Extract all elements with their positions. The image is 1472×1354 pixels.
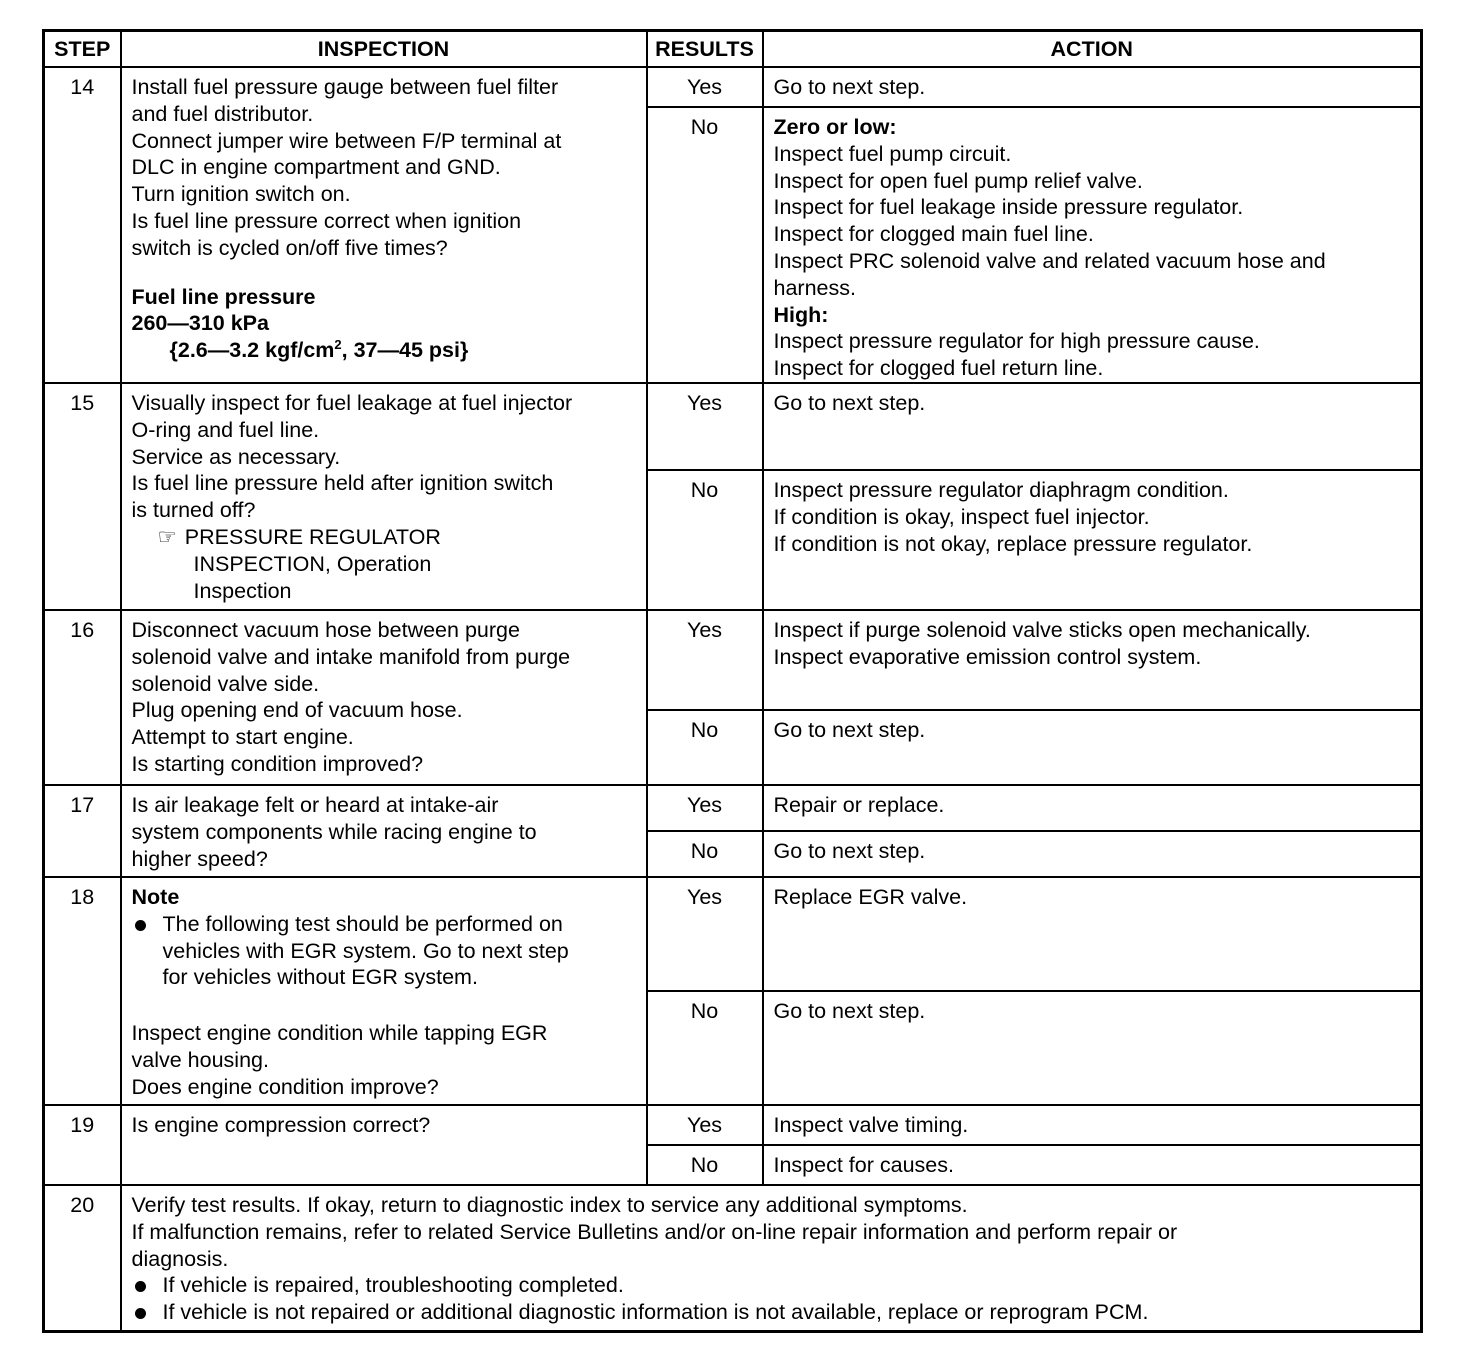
inspection-line: Is fuel line pressure correct when ignition <box>131 208 522 233</box>
inspection-line: system components while racing engine to <box>131 819 537 844</box>
inspection-line: Inspect engine condition while tapping EGR <box>131 1021 548 1046</box>
action-cell <box>763 107 1422 383</box>
pointing-hand-icon: ☞ <box>157 524 177 549</box>
inspection-line: Is air leakage felt or heard at intake-air <box>131 792 499 817</box>
header-action: ACTION <box>763 31 1422 68</box>
action-line: Inspect for open fuel pump relief valve. <box>773 168 1143 193</box>
spec-alt-value: {2.6—3.2 kgf/$cm^2$, 37—45 psi} <box>169 337 469 363</box>
final-step-cell <box>121 1185 1422 1332</box>
action-cell: Go to next step. <box>763 991 1422 1105</box>
inspection-line: and fuel distributor. <box>131 101 314 126</box>
inspection-line: valve housing. <box>131 1047 269 1072</box>
final-step-line: diagnosis. <box>131 1246 229 1271</box>
inspection-line: Visually inspect for fuel leakage at fuel injector <box>131 390 573 415</box>
final-step-line: Verify test results. If okay, return to diagnostic index to service any additional symptoms. <box>131 1192 968 1217</box>
step-18-yes-row <box>44 877 1422 991</box>
action-line: Inspect pressure regulator for high pressure cause. <box>773 329 1260 354</box>
action-line: Inspect for fuel leakage inside pressure regulator. <box>773 195 1244 220</box>
step-number: 14 <box>44 67 121 383</box>
spec-value: 260—310 kPa <box>131 311 269 336</box>
final-step-bullet: If vehicle is not repaired or additional diagnostic information is not available, replace or reprogram PCM. <box>132 1299 1413 1326</box>
action-cell: Inspect valve timing. <box>763 1105 1422 1145</box>
result-no: No <box>647 1145 763 1185</box>
inspection-line: is turned off? <box>131 498 256 523</box>
action-line: Inspect PRC solenoid valve and related vacuum hose and <box>773 248 1326 273</box>
step-number: 17 <box>44 785 121 877</box>
action-cell: Go to next step. <box>763 831 1422 877</box>
result-no: No <box>647 991 763 1105</box>
result-yes: Yes <box>647 877 763 991</box>
step-number: 19 <box>44 1105 121 1185</box>
inspection-line: solenoid valve and intake manifold from purge <box>131 644 571 669</box>
step-19-yes-row <box>44 1105 1422 1145</box>
inspection-line: Is fuel line pressure held after ignition switch <box>131 471 554 496</box>
reference-link[interactable]: ☞ PRESSURE REGULATOR <box>157 524 441 549</box>
inspection-line: Install fuel pressure gauge between fuel filter <box>131 75 559 99</box>
action-line: If condition is okay, inspect fuel injector. <box>773 504 1150 529</box>
action-line: Inspect evaporative emission control system. <box>773 644 1202 669</box>
note-item: The following test should be performed on vehicles with EGR system. Go to next step for vehicles without EGR system. <box>132 911 638 991</box>
header-inspection: INSPECTION <box>121 31 647 68</box>
note-title: Note <box>131 884 180 909</box>
result-no: No <box>647 710 763 785</box>
action-line: Inspect fuel pump circuit. <box>773 141 1012 166</box>
result-no: No <box>647 470 763 610</box>
action-subtitle: Zero or low: <box>773 115 897 139</box>
inspection-line: Service as necessary. <box>131 444 341 469</box>
final-step-line: If malfunction remains, refer to related Service Bulletins and/or on-line repair information and perform repair or <box>131 1219 1178 1244</box>
result-yes: Yes <box>647 67 763 107</box>
header-results: RESULTS <box>647 31 763 68</box>
spec-title: Fuel line pressure <box>131 284 316 309</box>
inspection-line: switch is cycled on/off five times? <box>131 235 448 260</box>
inspection-line: Turn ignition switch on. <box>131 182 351 207</box>
action-cell: Repair or replace. <box>763 785 1422 831</box>
inspection-line: Plug opening end of vacuum hose. <box>131 698 463 723</box>
inspection-line: Disconnect vacuum hose between purge <box>131 617 520 642</box>
inspection-line: Does engine condition improve? <box>131 1074 439 1099</box>
result-yes: Yes <box>647 1105 763 1145</box>
troubleshooting-table <box>42 29 1423 1333</box>
action-line: Inspect for clogged fuel return line. <box>773 356 1104 381</box>
result-yes: Yes <box>647 785 763 831</box>
result-no: No <box>647 107 763 383</box>
action-cell <box>763 610 1422 710</box>
step-number: 20 <box>44 1185 121 1332</box>
inspection-line: Is starting condition improved? <box>131 751 424 776</box>
result-yes: Yes <box>647 383 763 470</box>
reference-line: INSPECTION, Operation <box>193 551 432 576</box>
step-16-yes-row <box>44 610 1422 710</box>
inspection-line: Connect jumper wire between F/P terminal at <box>131 128 562 153</box>
step-15-yes-row <box>44 383 1422 470</box>
action-cell: Go to next step. <box>763 383 1422 470</box>
action-line: Inspect pressure regulator diaphragm condition. <box>773 477 1229 502</box>
final-step-bullet: If vehicle is repaired, troubleshooting completed. <box>132 1272 1413 1299</box>
reference-line: Inspection <box>193 578 292 603</box>
action-cell: Go to next step. <box>763 710 1422 785</box>
inspection-line: Attempt to start engine. <box>131 725 354 750</box>
action-line: Inspect if purge solenoid valve sticks open mechanically. <box>773 617 1311 642</box>
action-cell: Inspect for causes. <box>763 1145 1422 1185</box>
inspection-cell <box>121 877 647 1105</box>
header-step: STEP <box>44 31 121 68</box>
inspection-line: solenoid valve side. <box>131 671 320 696</box>
result-no: No <box>647 831 763 877</box>
step-number: 15 <box>44 383 121 610</box>
step-number: 16 <box>44 610 121 785</box>
action-line: If condition is not okay, replace pressure regulator. <box>773 531 1253 556</box>
inspection-cell <box>121 785 647 877</box>
action-cell: Replace EGR valve. <box>763 877 1422 991</box>
step-14-yes-row <box>44 67 1422 107</box>
step-number: 18 <box>44 877 121 1105</box>
step-17-yes-row <box>44 785 1422 831</box>
action-cell <box>763 470 1422 610</box>
inspection-cell <box>121 383 647 610</box>
inspection-line: O-ring and fuel line. <box>131 417 320 442</box>
step-20-row <box>44 1185 1422 1332</box>
inspection-cell: Is engine compression correct? <box>121 1105 647 1185</box>
action-cell: Go to next step. <box>763 67 1422 107</box>
inspection-cell <box>121 67 647 383</box>
action-line: harness. <box>773 275 856 300</box>
inspection-cell <box>121 610 647 785</box>
inspection-line: higher speed? <box>131 846 268 871</box>
header-row <box>44 31 1422 68</box>
action-subtitle: High: <box>773 302 829 327</box>
result-yes: Yes <box>647 610 763 710</box>
inspection-line: DLC in engine compartment and GND. <box>131 155 501 180</box>
action-line: Inspect for clogged main fuel line. <box>773 222 1094 247</box>
